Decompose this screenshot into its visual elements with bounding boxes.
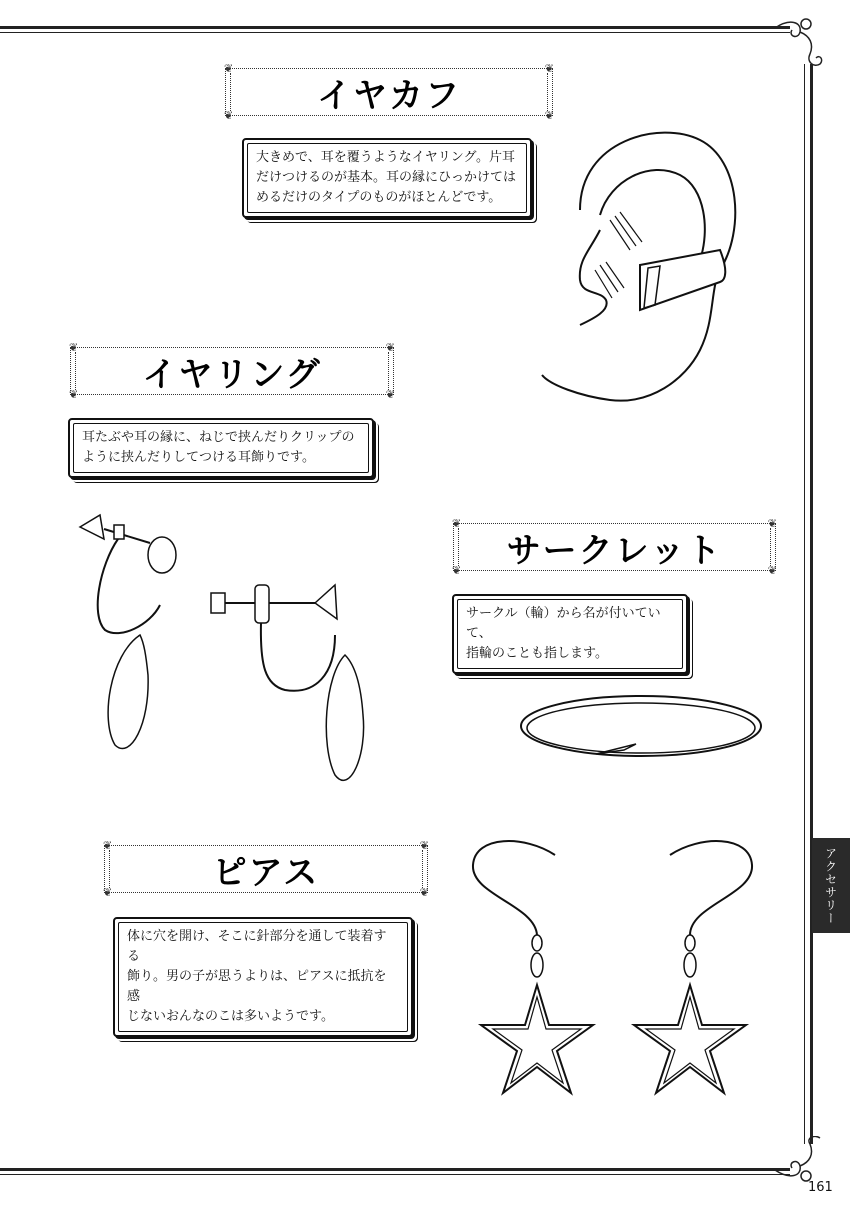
frame-top-inner-border <box>0 32 790 33</box>
caption-line: ように挟んだりしてつける耳飾りです。 <box>82 450 315 465</box>
frame-right-border <box>810 64 813 1144</box>
title-plate-earring: ❦ ❦ ❦ ❦ イヤリング <box>69 341 395 401</box>
frame-right-inner-border <box>804 64 805 1144</box>
star-pierce-right-illustration <box>630 825 770 1125</box>
ear-cuff-caption <box>242 138 532 218</box>
frame-bottom-inner-border <box>0 1174 790 1175</box>
circlet-illustration <box>516 688 766 768</box>
caption-line: めるだけのタイプのものがほとんどです。 <box>256 190 502 205</box>
screw-earring-illustration <box>70 505 190 765</box>
caption-line: 飾り。男の子が思うよりは、ピアスに抵抗を感 <box>127 969 387 1004</box>
earring-caption <box>68 418 374 478</box>
title-plate-pierce: ❦ ❦ ❦ ❦ ピアス <box>103 839 429 899</box>
page-number: 161 <box>808 1180 833 1195</box>
circlet-caption <box>452 594 688 674</box>
pierce-title: ピアス <box>212 852 320 893</box>
star-pierce-left-illustration <box>465 825 605 1125</box>
pierce-caption <box>113 917 413 1037</box>
corner-ornament-top <box>770 14 830 74</box>
title-plate-circlet: ❦ ❦ ❦ ❦ サークレット <box>452 517 777 577</box>
frame-top-border <box>0 26 790 29</box>
caption-line: 大きめで、耳を覆うようなイヤリング。片耳 <box>256 150 515 165</box>
caption-line: だけつけるのが基本。耳の縁にひっかけては <box>256 170 517 185</box>
chapter-side-tab <box>812 838 850 933</box>
caption-line: 指輪のことも指します。 <box>466 646 608 661</box>
caption-line: じないおんなのこは多いようです。 <box>127 1009 334 1024</box>
chapter-side-tab-label: アクセサリー <box>823 846 838 925</box>
ear-cuff-illustration <box>540 120 750 410</box>
earring-title: イヤリング <box>142 354 322 395</box>
frame-bottom-border <box>0 1168 790 1171</box>
caption-line: 体に穴を開け、そこに針部分を通して装着する <box>127 929 387 964</box>
circlet-title: サークレット <box>506 530 723 571</box>
caption-line: 耳たぶや耳の縁に、ねじで挟んだりクリップの <box>82 430 355 445</box>
corner-ornament-bottom <box>770 1136 830 1186</box>
clip-earring-illustration <box>205 575 365 795</box>
caption-line: サークル（輪）から名が付いていて、 <box>466 606 661 641</box>
title-plate-ear-cuff: ❦ ❦ ❦ ❦ イヤカフ <box>224 62 554 122</box>
ear-cuff-title: イヤカフ <box>317 75 461 116</box>
